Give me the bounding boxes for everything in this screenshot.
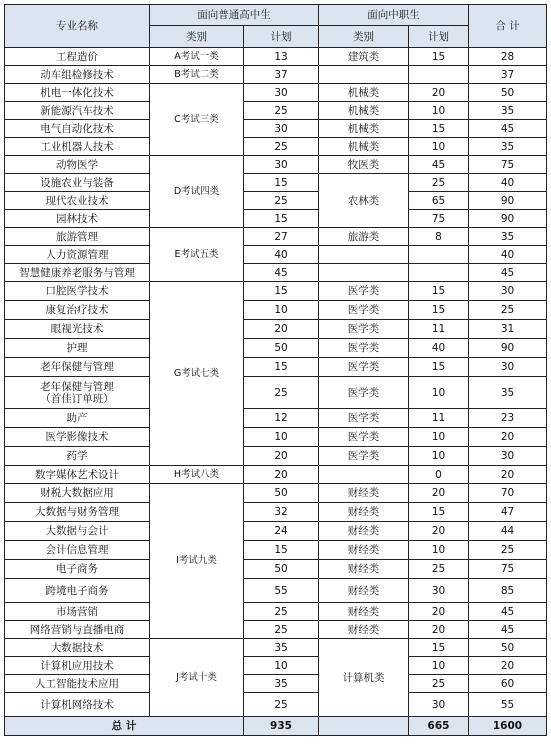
vo-category <box>319 466 409 484</box>
vo-plan: 15 <box>409 48 469 66</box>
row-total: 35 <box>469 102 547 120</box>
vo-plan: 10 <box>409 428 469 447</box>
table-row <box>5 447 547 466</box>
hs-plan: 50 <box>244 560 319 579</box>
row-total: 50 <box>469 84 547 102</box>
vo-plan: 30 <box>409 693 469 717</box>
row-total: 45 <box>469 621 547 639</box>
major-name: 大数据技术 <box>5 639 150 657</box>
totals-hs-plan: 935 <box>244 717 319 736</box>
hs-plan: 35 <box>244 639 319 657</box>
table-row <box>5 320 547 339</box>
row-total: 30 <box>469 282 547 301</box>
row-total: 37 <box>469 66 547 84</box>
vo-category: 财经类 <box>319 503 409 522</box>
row-total: 20 <box>469 657 547 675</box>
row-total: 75 <box>469 560 547 579</box>
vo-plan: 11 <box>409 320 469 339</box>
hs-category: C考试三类 <box>150 84 244 156</box>
totals-row <box>5 717 547 736</box>
vo-category: 医学类 <box>319 320 409 339</box>
hs-plan: 10 <box>244 301 319 320</box>
major-name: 动车组检修技术 <box>5 66 150 84</box>
table-row <box>5 522 547 541</box>
hs-category: H考试八类 <box>150 466 244 484</box>
hs-plan: 27 <box>244 228 319 246</box>
table-row <box>5 246 547 264</box>
vo-plan: 30 <box>409 579 469 603</box>
row-total: 28 <box>469 48 547 66</box>
major-name: 会计信息管理 <box>5 541 150 560</box>
vo-plan: 25 <box>409 675 469 693</box>
major-name: 设施农业与装备 <box>5 174 150 192</box>
hs-plan: 25 <box>244 603 319 621</box>
hs-category: I考试九类 <box>150 484 244 639</box>
header-vocational-group: 面向中职生 <box>319 5 469 26</box>
table-row <box>5 621 547 639</box>
major-name: 新能源汽车技术 <box>5 102 150 120</box>
table-row <box>5 541 547 560</box>
row-total: 85 <box>469 579 547 603</box>
vo-category: 财经类 <box>319 522 409 541</box>
major-name: 人工智能技术应用 <box>5 675 150 693</box>
table-row <box>5 192 547 210</box>
hs-category: E考试五类 <box>150 228 244 282</box>
vo-category: 财经类 <box>319 541 409 560</box>
hs-plan: 10 <box>244 657 319 675</box>
vo-plan: 25 <box>409 560 469 579</box>
major-name: 旅游管理 <box>5 228 150 246</box>
row-total: 75 <box>469 156 547 174</box>
major-name: 计算机网络技术 <box>5 693 150 717</box>
table-row <box>5 301 547 320</box>
header-row-1 <box>5 5 547 26</box>
row-total: 25 <box>469 541 547 560</box>
table-row <box>5 503 547 522</box>
hs-plan: 15 <box>244 210 319 228</box>
hs-plan: 13 <box>244 48 319 66</box>
table-row <box>5 358 547 377</box>
row-total: 70 <box>469 484 547 503</box>
hs-plan: 15 <box>244 358 319 377</box>
vo-plan: 10 <box>409 377 469 409</box>
vo-category: 医学类 <box>319 409 409 428</box>
header-major: 专业名称 <box>5 5 150 48</box>
major-name: 眼视光技术 <box>5 320 150 339</box>
table-row <box>5 639 547 657</box>
vo-plan: 8 <box>409 228 469 246</box>
row-total: 35 <box>469 138 547 156</box>
vo-plan: 10 <box>409 541 469 560</box>
major-name: 动物医学 <box>5 156 150 174</box>
major-name: 康复治疗技术 <box>5 301 150 320</box>
table-row <box>5 428 547 447</box>
vo-category: 财经类 <box>319 603 409 621</box>
vo-category: 计算机类 <box>319 639 409 717</box>
hs-plan: 20 <box>244 447 319 466</box>
hs-category: D考试四类 <box>150 156 244 228</box>
vo-plan: 75 <box>409 210 469 228</box>
row-total: 40 <box>469 246 547 264</box>
vo-plan: 10 <box>409 102 469 120</box>
table-row <box>5 693 547 717</box>
vo-category: 财经类 <box>319 621 409 639</box>
vo-category: 旅游类 <box>319 228 409 246</box>
hs-plan: 25 <box>244 621 319 639</box>
major-name: 计算机应用技术 <box>5 657 150 675</box>
table-row <box>5 409 547 428</box>
hs-category: J考试十类 <box>150 639 244 717</box>
row-total: 30 <box>469 447 547 466</box>
table-row <box>5 339 547 358</box>
table-row <box>5 84 547 102</box>
major-name: 园林技术 <box>5 210 150 228</box>
table-row <box>5 138 547 156</box>
hs-plan: 25 <box>244 138 319 156</box>
vo-category: 牧医类 <box>319 156 409 174</box>
major-name: 网络营销与直播电商 <box>5 621 150 639</box>
vo-category: 医学类 <box>319 358 409 377</box>
hs-plan: 15 <box>244 174 319 192</box>
header-high-school-group: 面向普通高中生 <box>150 5 319 26</box>
vo-plan: 40 <box>409 339 469 358</box>
hs-plan: 32 <box>244 503 319 522</box>
vo-category: 机械类 <box>319 102 409 120</box>
major-name: 老年保健与管理 <box>5 358 150 377</box>
hs-plan: 50 <box>244 339 319 358</box>
major-name: 电气自动化技术 <box>5 120 150 138</box>
major-name: 工程造价 <box>5 48 150 66</box>
hs-category: G考试七类 <box>150 282 244 466</box>
hs-plan: 45 <box>244 264 319 282</box>
vo-plan: 15 <box>409 639 469 657</box>
hs-plan: 12 <box>244 409 319 428</box>
row-total: 20 <box>469 466 547 484</box>
major-name: 大数据与财务管理 <box>5 503 150 522</box>
vo-category: 财经类 <box>319 484 409 503</box>
vo-category <box>319 246 409 264</box>
hs-plan: 25 <box>244 102 319 120</box>
row-total: 90 <box>469 210 547 228</box>
vo-plan: 15 <box>409 301 469 320</box>
row-total: 40 <box>469 174 547 192</box>
hs-plan: 20 <box>244 320 319 339</box>
hs-plan: 25 <box>244 693 319 717</box>
row-total: 45 <box>469 603 547 621</box>
table-row <box>5 174 547 192</box>
vo-plan: 15 <box>409 120 469 138</box>
table-row <box>5 657 547 675</box>
totals-grand-total: 1600 <box>469 717 547 736</box>
vo-plan: 15 <box>409 503 469 522</box>
vo-category: 财经类 <box>319 579 409 603</box>
vo-plan: 65 <box>409 192 469 210</box>
header-hs-plan: 计划 <box>244 26 319 48</box>
vo-plan <box>409 264 469 282</box>
major-name: 机电一体化技术 <box>5 84 150 102</box>
hs-plan: 25 <box>244 377 319 409</box>
vo-plan: 20 <box>409 621 469 639</box>
table-row <box>5 264 547 282</box>
vo-plan: 11 <box>409 409 469 428</box>
row-total: 25 <box>469 301 547 320</box>
table-row <box>5 603 547 621</box>
major-name: 口腔医学技术 <box>5 282 150 301</box>
header-hs-category: 类别 <box>150 26 244 48</box>
major-name: 数字媒体艺术设计 <box>5 466 150 484</box>
table-row <box>5 377 547 409</box>
hs-plan: 10 <box>244 428 319 447</box>
table-body <box>5 48 547 717</box>
hs-plan: 30 <box>244 156 319 174</box>
hs-plan: 55 <box>244 579 319 603</box>
vo-category: 医学类 <box>319 282 409 301</box>
vo-plan: 25 <box>409 174 469 192</box>
table-row <box>5 66 547 84</box>
vo-plan: 20 <box>409 603 469 621</box>
vo-plan: 20 <box>409 484 469 503</box>
major-name: 助产 <box>5 409 150 428</box>
totals-label: 总 计 <box>5 717 244 736</box>
table-row <box>5 102 547 120</box>
hs-plan: 30 <box>244 84 319 102</box>
row-total: 23 <box>469 409 547 428</box>
vo-category: 机械类 <box>319 84 409 102</box>
header-total: 合 计 <box>469 5 547 48</box>
vo-category: 财经类 <box>319 560 409 579</box>
vo-category: 农林类 <box>319 174 409 228</box>
table-row <box>5 120 547 138</box>
row-total: 20 <box>469 428 547 447</box>
row-total: 90 <box>469 192 547 210</box>
vo-plan: 0 <box>409 466 469 484</box>
vo-plan: 20 <box>409 84 469 102</box>
vo-category: 机械类 <box>319 120 409 138</box>
vo-category: 建筑类 <box>319 48 409 66</box>
major-name: 工业机器人技术 <box>5 138 150 156</box>
vo-plan: 10 <box>409 447 469 466</box>
vo-category: 机械类 <box>319 138 409 156</box>
table-row <box>5 282 547 301</box>
major-name: 智慧健康养老服务与管理 <box>5 264 150 282</box>
major-name-line1: 老年保健与管理 <box>40 380 114 393</box>
row-total: 45 <box>469 264 547 282</box>
vo-plan: 15 <box>409 282 469 301</box>
vo-plan: 15 <box>409 358 469 377</box>
vo-category: 医学类 <box>319 339 409 358</box>
row-total: 50 <box>469 639 547 657</box>
hs-plan: 50 <box>244 484 319 503</box>
major-name: 跨境电子商务 <box>5 579 150 603</box>
vo-category: 医学类 <box>319 301 409 320</box>
hs-plan: 40 <box>244 246 319 264</box>
major-name: 护理 <box>5 339 150 358</box>
enrollment-plan-table <box>4 4 547 736</box>
hs-plan: 15 <box>244 541 319 560</box>
major-name-line2: （首佳订单班） <box>40 392 114 405</box>
vo-plan: 10 <box>409 138 469 156</box>
row-total: 35 <box>469 377 547 409</box>
major-name: 电子商务 <box>5 560 150 579</box>
hs-plan: 30 <box>244 120 319 138</box>
hs-category: B考试二类 <box>150 66 244 84</box>
row-total: 30 <box>469 358 547 377</box>
table-row <box>5 466 547 484</box>
vo-plan <box>409 246 469 264</box>
header-vo-plan: 计划 <box>409 26 469 48</box>
vo-category: 医学类 <box>319 377 409 409</box>
row-total: 31 <box>469 320 547 339</box>
row-total: 55 <box>469 693 547 717</box>
vo-category <box>319 66 409 84</box>
major-name: 药学 <box>5 447 150 466</box>
row-total: 35 <box>469 228 547 246</box>
vo-plan: 10 <box>409 657 469 675</box>
hs-plan: 25 <box>244 192 319 210</box>
table-row <box>5 484 547 503</box>
hs-plan: 24 <box>244 522 319 541</box>
vo-plan: 20 <box>409 522 469 541</box>
table-row <box>5 560 547 579</box>
enrollment-plan-table-wrap <box>4 4 547 736</box>
vo-plan <box>409 66 469 84</box>
table-row <box>5 210 547 228</box>
row-total: 60 <box>469 675 547 693</box>
vo-plan: 45 <box>409 156 469 174</box>
major-name: 现代农业技术 <box>5 192 150 210</box>
vo-category <box>319 264 409 282</box>
major-name: 人力资源管理 <box>5 246 150 264</box>
row-total: 47 <box>469 503 547 522</box>
header-vo-category: 类别 <box>319 26 409 48</box>
table-row <box>5 48 547 66</box>
totals-vo-plan: 665 <box>409 717 469 736</box>
row-total: 45 <box>469 120 547 138</box>
hs-plan: 15 <box>244 282 319 301</box>
row-total: 44 <box>469 522 547 541</box>
vo-category: 医学类 <box>319 428 409 447</box>
totals-vo-spacer <box>319 717 409 736</box>
major-name: 市场营销 <box>5 603 150 621</box>
hs-plan: 37 <box>244 66 319 84</box>
table-row <box>5 675 547 693</box>
table-row <box>5 156 547 174</box>
table-row <box>5 228 547 246</box>
major-name <box>5 377 150 409</box>
row-total: 90 <box>469 339 547 358</box>
hs-category: A考试一类 <box>150 48 244 66</box>
major-name: 大数据与会计 <box>5 522 150 541</box>
hs-plan: 20 <box>244 466 319 484</box>
hs-plan: 35 <box>244 675 319 693</box>
major-name: 财税大数据应用 <box>5 484 150 503</box>
table-row <box>5 579 547 603</box>
vo-category: 医学类 <box>319 447 409 466</box>
major-name: 医学影像技术 <box>5 428 150 447</box>
